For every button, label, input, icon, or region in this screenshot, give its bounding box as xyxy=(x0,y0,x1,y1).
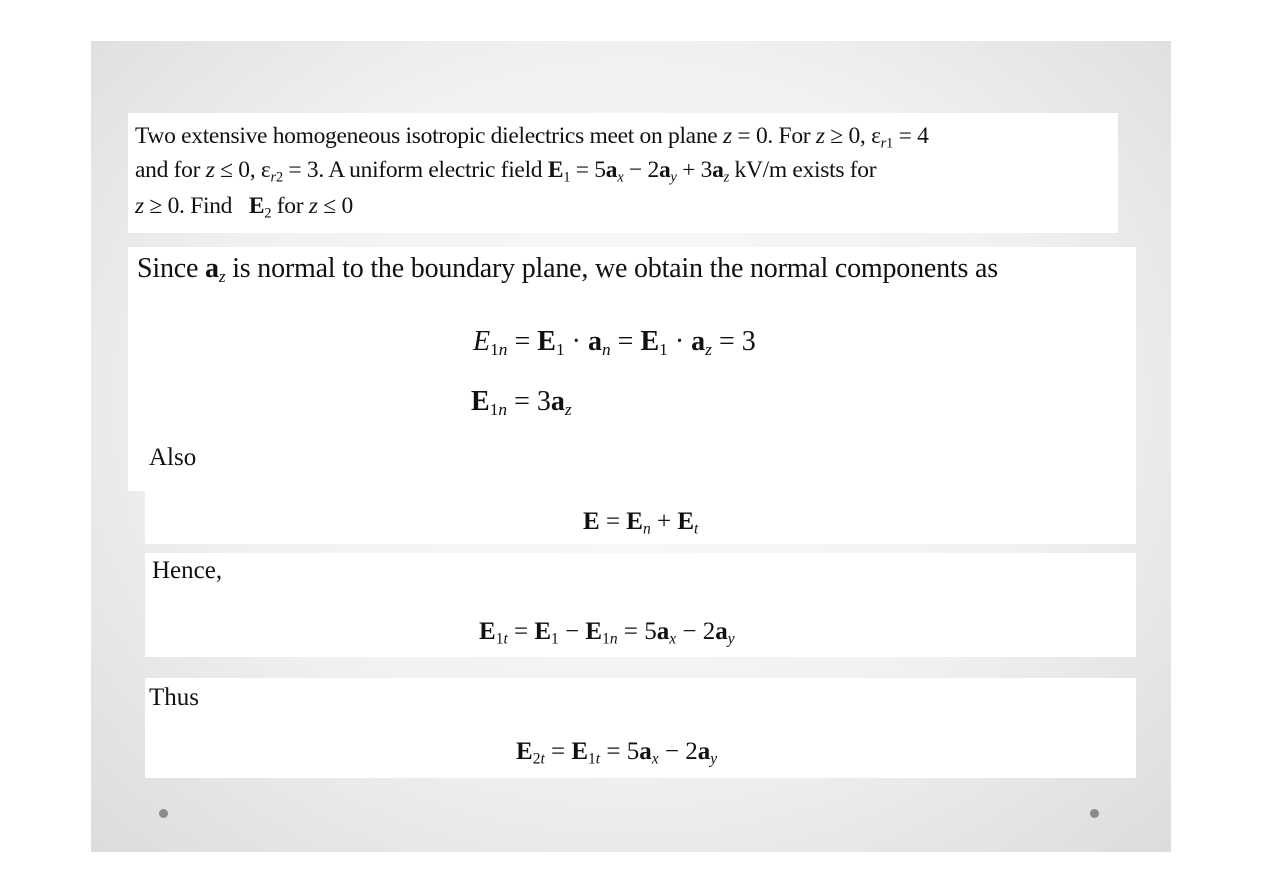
equation-e1t: $E_{1t} = E_1 - E_{1n} = 5a_x - 2a_y$ xyxy=(479,618,735,648)
bullet-icon-right xyxy=(1090,809,1099,818)
since-sentence: Since $a_z$ is normal to the boundary plane, we obtain the normal components as xyxy=(137,253,998,287)
hence-label: Hence, xyxy=(152,557,223,584)
equation-e1n-dot: $E_{1n} = E_1 \cdot a_n = E_1 \cdot a_z = 3$ xyxy=(473,326,756,360)
problem-statement xyxy=(128,113,1118,233)
equation-e1n-vector: $E_{1n} = 3a_z$ xyxy=(471,386,572,420)
equation-e2t: $E_{2t} = E_{1t} = 5a_x - 2a_y$ xyxy=(516,738,718,768)
problem-line-3: z ≥ 0. Find $E_2$ for z ≤ 0 xyxy=(135,193,353,222)
problem-line-1: Two extensive homogeneous isotropic dielectrics meet on plane z = 0. For z ≥ 0, $\varepsilon_{r1} = 4$ xyxy=(135,123,929,152)
bullet-icon-left xyxy=(159,809,168,818)
equation-field-decomposition: $E = E_n + E_t$ xyxy=(583,508,699,538)
problem-line-2: and for z ≤ 0, $\varepsilon_{r2} = 3$. A uniform electric field $E_1 = 5a_x - 2a_y + 3a_z$ kV/m exists for xyxy=(135,157,877,186)
also-label: Also xyxy=(149,444,197,471)
thus-label: Thus xyxy=(149,684,199,711)
